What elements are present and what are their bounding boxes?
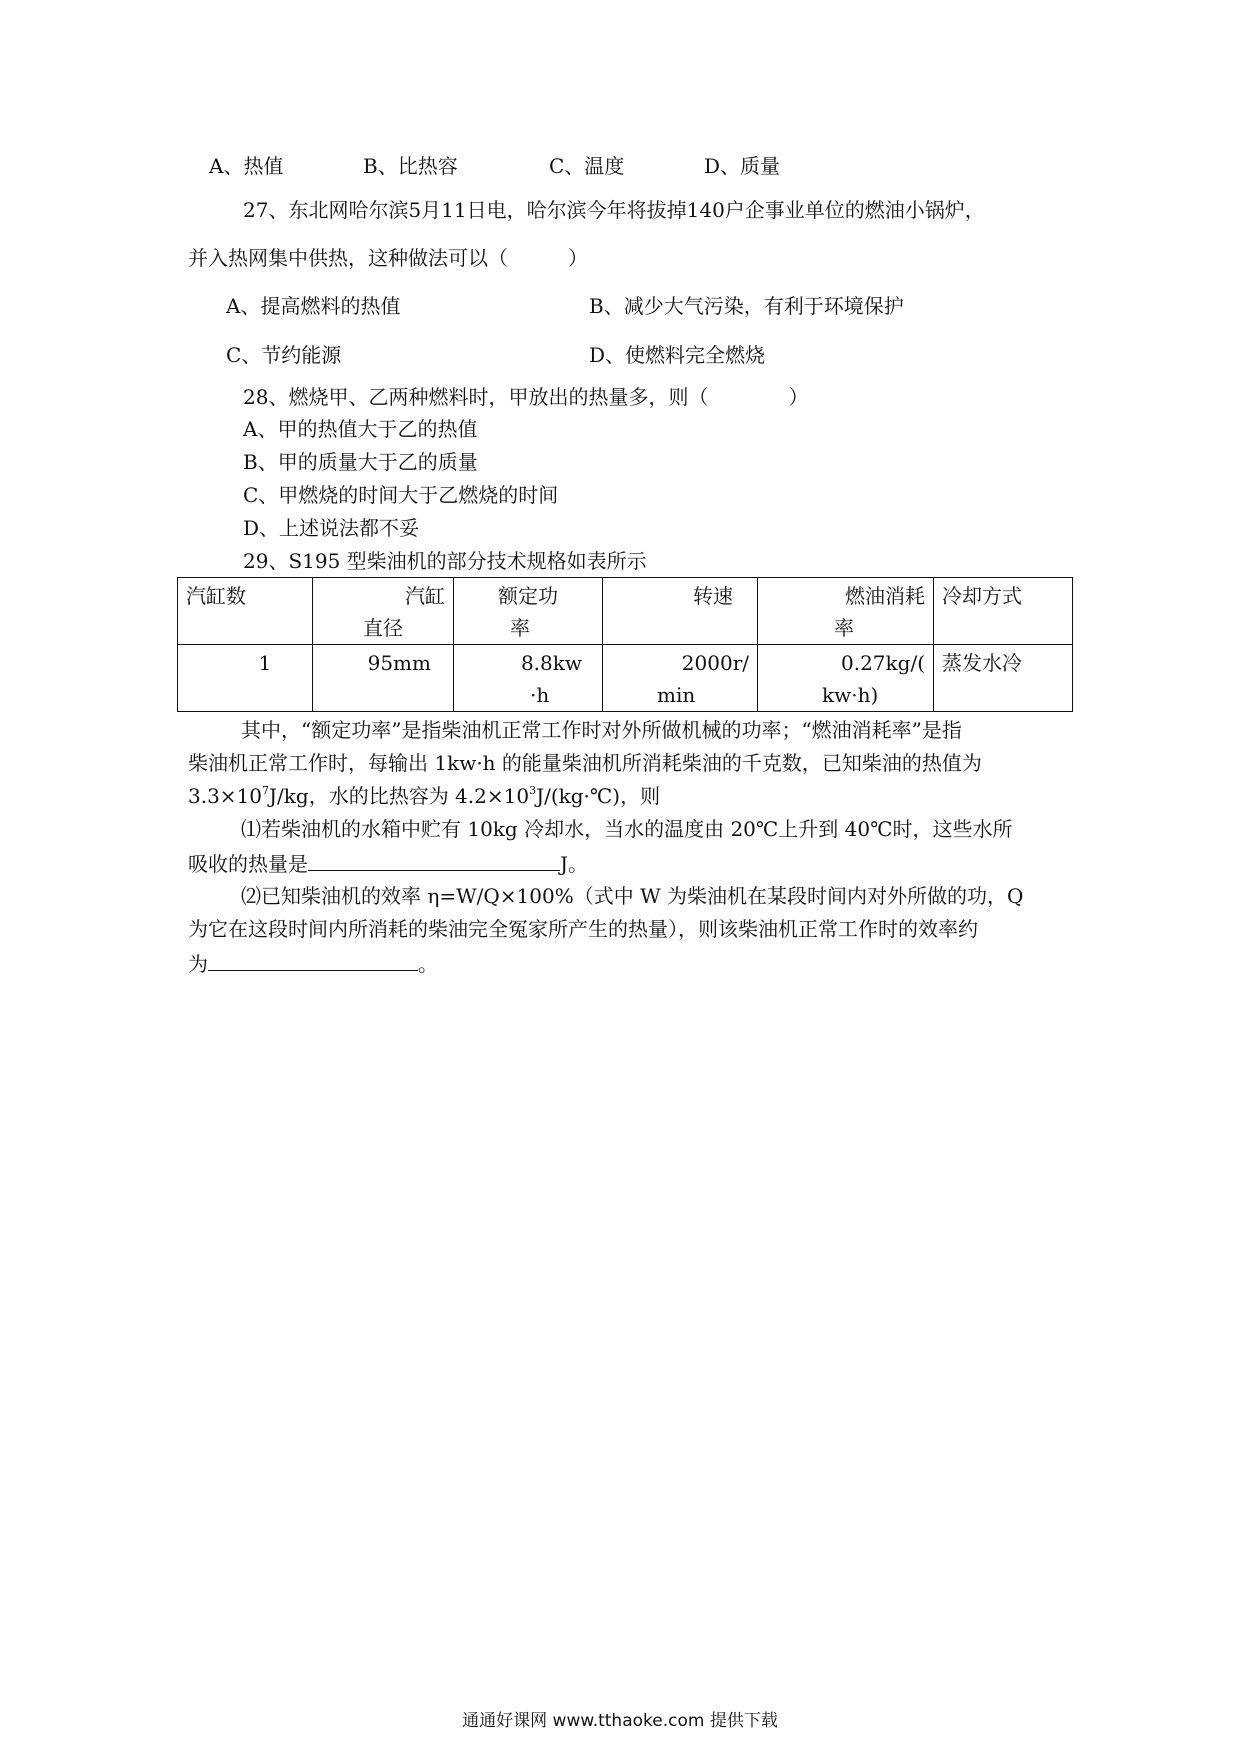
q29-stem: 29、S195 型柴油机的部分技术规格如表所示	[243, 549, 647, 573]
q29-sub1-line1: ⑴若柴油机的水箱中贮有 10kg 冷却水，当水的温度由 20℃上升到 40℃时，这些水所	[241, 817, 1013, 841]
q29-paragraph-line3: $3.3\times 10^7J/kg$，水的比热容为 $4.2\times 10^3J/(kg\cdot℃)$，则	[188, 784, 661, 808]
answer-blank-2[interactable]	[208, 952, 418, 971]
q26-option-d: D、质量	[704, 154, 781, 178]
table-header-cell: 转速	[603, 578, 758, 645]
table-header-row	[178, 578, 1073, 645]
table-cell: 2000r/ min	[603, 645, 758, 712]
q27-option-d: D、使燃料完全燃烧	[589, 343, 766, 367]
q26-option-b: B、比热容	[363, 154, 458, 178]
table-header-cell: 汽缸 直径	[313, 578, 454, 645]
answer-blank-1[interactable]	[308, 852, 560, 871]
q29-sub2-line1: ⑵已知柴油机的效率 η=W/Q×100%（式中 W 为柴油机在某段时间内对外所做的功，Q	[241, 884, 1024, 908]
q29-paragraph-line1: 其中，“额定功率”是指柴油机正常工作时对外所做机械的功率；“燃油消耗率”是指	[241, 718, 962, 742]
q29-sub1-line2: 吸收的热量是 J。	[188, 852, 589, 876]
q29-sub2-line2: 为它在这段时间内所消耗的柴油完全冤家所产生的热量），则该柴油机正常工作时的效率约	[188, 917, 978, 941]
table-header-cell: 汽缸数	[178, 578, 313, 645]
table-row	[178, 645, 1073, 712]
table-header-cell: 额定功 率	[454, 578, 603, 645]
table-cell: 1	[178, 645, 313, 712]
q26-option-c: C、温度	[549, 154, 625, 178]
q27-option-a: A、提高燃料的热值	[226, 294, 401, 318]
table-cell: 95mm	[313, 645, 454, 712]
q27-stem-line2: 并入热网集中供热，这种做法可以（ ）	[188, 246, 588, 270]
q28-option-a: A、甲的热值大于乙的热值	[243, 417, 478, 441]
q28-option-c: C、甲燃烧的时间大于乙燃烧的时间	[243, 483, 559, 507]
table-cell: 0.27kg/( kw·h)	[758, 645, 934, 712]
table-header-cell: 冷却方式	[934, 578, 1073, 645]
q28-option-b: B、甲的质量大于乙的质量	[243, 450, 478, 474]
q29-paragraph-line2: 柴油机正常工作时，每输出 1kw·h 的能量柴油机所消耗柴油的千克数，已知柴油的热值为	[188, 751, 982, 775]
q26-option-a: A、热值	[209, 154, 284, 178]
q27-option-b: B、减少大气污染，有利于环境保护	[589, 294, 904, 318]
q27-option-c: C、节约能源	[226, 343, 342, 367]
q27-stem-line1: 27、东北网哈尔滨5月11日电，哈尔滨今年将拔掉140户企事业单位的燃油小锅炉，	[243, 198, 985, 222]
q28-option-d: D、上述说法都不妥	[243, 516, 420, 540]
table-cell: 蒸发水冷	[934, 645, 1073, 712]
spec-table	[177, 577, 1073, 712]
page-footer: 通通好课网 www.tthaoke.com 提供下载	[462, 1711, 778, 1731]
q29-sub2-line3: 为 。	[188, 952, 438, 976]
q28-stem: 28、燃烧甲、乙两种燃料时，甲放出的热量多，则（ ）	[243, 385, 809, 409]
table-cell: 8.8kw ·h	[454, 645, 603, 712]
table-header-cell: 燃油消耗 率	[758, 578, 934, 645]
